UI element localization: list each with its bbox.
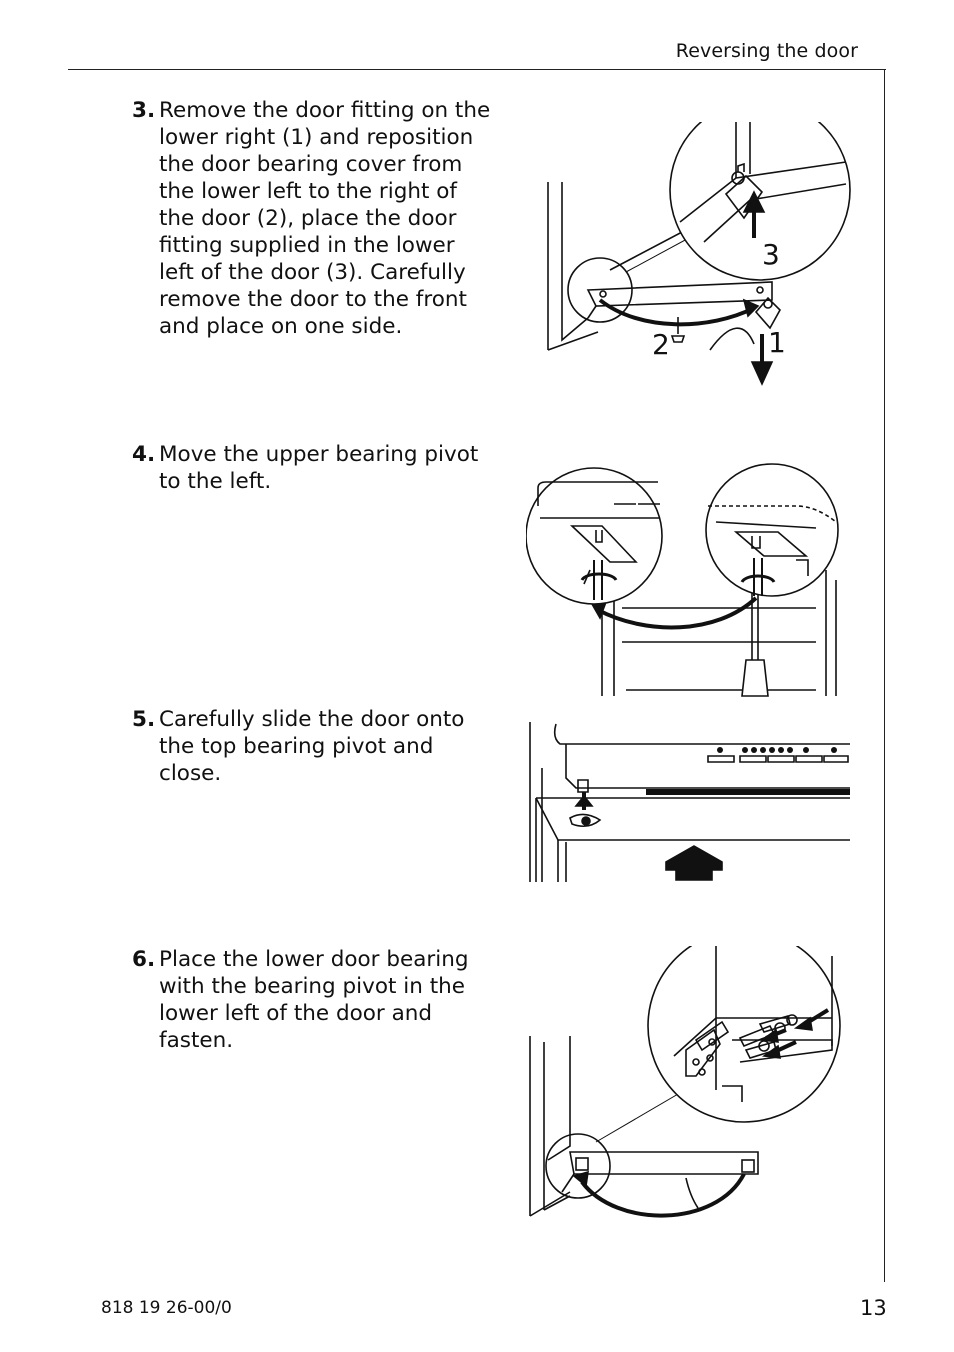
step-text: Remove the door fitting on the lower right (1) and reposition the door bearing cover from the lower left to the right of the door (2), place the door fitting supplied in the lower left of the door (3). Carefully remove the door to the front and place on one side. xyxy=(159,98,491,339)
figure-lower-bearing xyxy=(526,946,846,1232)
header-rule xyxy=(68,69,886,70)
figure-move-upper-pivot xyxy=(526,460,846,700)
step-4 xyxy=(132,441,494,495)
step-number: 6. xyxy=(132,947,156,972)
figure-remove-door-fitting xyxy=(540,122,860,392)
label-1: 1 xyxy=(768,326,786,359)
step-number: 4. xyxy=(132,442,156,467)
step-5 xyxy=(132,706,494,787)
step-6 xyxy=(132,946,494,1054)
step-3 xyxy=(132,97,494,340)
step-text: Move the upper bearing pivot to the left. xyxy=(159,442,479,494)
figure-slide-door xyxy=(526,718,852,886)
step-number: 5. xyxy=(132,707,156,732)
step-text: Place the lower door bearing with the bearing pivot in the lower left of the door and fasten. xyxy=(159,947,469,1053)
page-number: 13 xyxy=(860,1296,887,1320)
label-2: 2 xyxy=(652,328,670,361)
header-title: Reversing the door xyxy=(675,40,858,62)
right-margin-rule xyxy=(884,69,885,1282)
label-3: 3 xyxy=(762,238,780,271)
document-code: 818 19 26-00/0 xyxy=(101,1298,232,1318)
step-text: Carefully slide the door onto the top bearing pivot and close. xyxy=(159,707,465,786)
step-number: 3. xyxy=(132,98,156,123)
